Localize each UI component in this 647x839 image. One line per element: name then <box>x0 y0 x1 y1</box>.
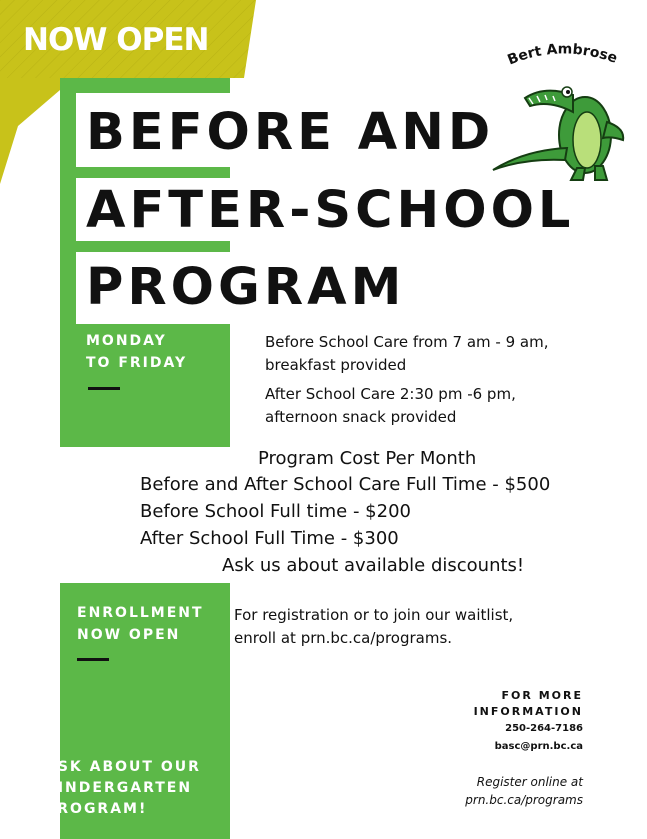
after-line-1: After School Care 2:30 pm -6 pm, <box>265 385 516 403</box>
phone-number[interactable]: 250-264-7186 <box>505 723 583 734</box>
days-line-2: TO FRIDAY <box>86 355 188 371</box>
before-line-2: breakfast provided <box>265 356 407 374</box>
kindergarten-line-2: KINDERGARTEN <box>45 780 193 796</box>
enrollment-label <box>77 602 204 646</box>
register-online <box>465 773 583 809</box>
title-line-3: PROGRAM <box>86 258 406 317</box>
now-open-banner <box>0 0 260 194</box>
discount-note: Ask us about available discounts! <box>222 555 525 576</box>
kindergarten-line-3: PROGRAM! <box>45 801 148 817</box>
days-line-1: MONDAY <box>86 333 167 349</box>
register-link[interactable]: prn.bc.ca/programs <box>465 793 583 807</box>
title-line-1: BEFORE AND <box>86 103 495 162</box>
cost-item-before: Before School Full time - $200 <box>140 501 411 522</box>
after-line-2: afternoon snack provided <box>265 408 457 426</box>
divider-dash <box>88 387 120 390</box>
bert-ambrose-logo <box>485 40 635 190</box>
more-info-line-1: FOR MORE <box>501 689 583 702</box>
svg-text:Bert Ambrose <box>505 41 619 68</box>
alligator-icon <box>485 40 635 190</box>
before-school-info <box>265 331 549 377</box>
cost-item-full: Before and After School Care Full Time - $500 <box>140 474 551 495</box>
enrollment-text-1: For registration or to join our waitlist, <box>234 606 514 624</box>
email-link[interactable]: basc@prn.bc.ca <box>494 741 583 752</box>
enrollment-line-1: ENROLLMENT <box>77 605 204 621</box>
register-line-1: Register online at <box>476 775 583 789</box>
enrollment-info <box>234 604 513 650</box>
kindergarten-line-1: ASK ABOUT OUR <box>45 759 201 775</box>
title-line-2: AFTER-SCHOOL <box>86 181 575 240</box>
before-line-1: Before School Care from 7 am - 9 am, <box>265 333 549 351</box>
kindergarten-callout <box>45 757 201 820</box>
cost-heading: Program Cost Per Month <box>258 448 477 469</box>
mascot-label: Bert Ambrose <box>505 41 620 69</box>
divider-dash-2 <box>77 658 109 661</box>
cost-item-after: After School Full Time - $300 <box>140 528 399 549</box>
now-open-text: NOW OPEN <box>23 22 209 58</box>
enrollment-line-2: NOW OPEN <box>77 627 181 643</box>
more-info-line-2: INFORMATION <box>473 705 583 718</box>
after-school-info <box>265 383 516 429</box>
schedule-days-label <box>86 330 187 374</box>
more-info-heading <box>474 688 583 720</box>
enrollment-text-2: enroll at prn.bc.ca/programs. <box>234 629 453 647</box>
